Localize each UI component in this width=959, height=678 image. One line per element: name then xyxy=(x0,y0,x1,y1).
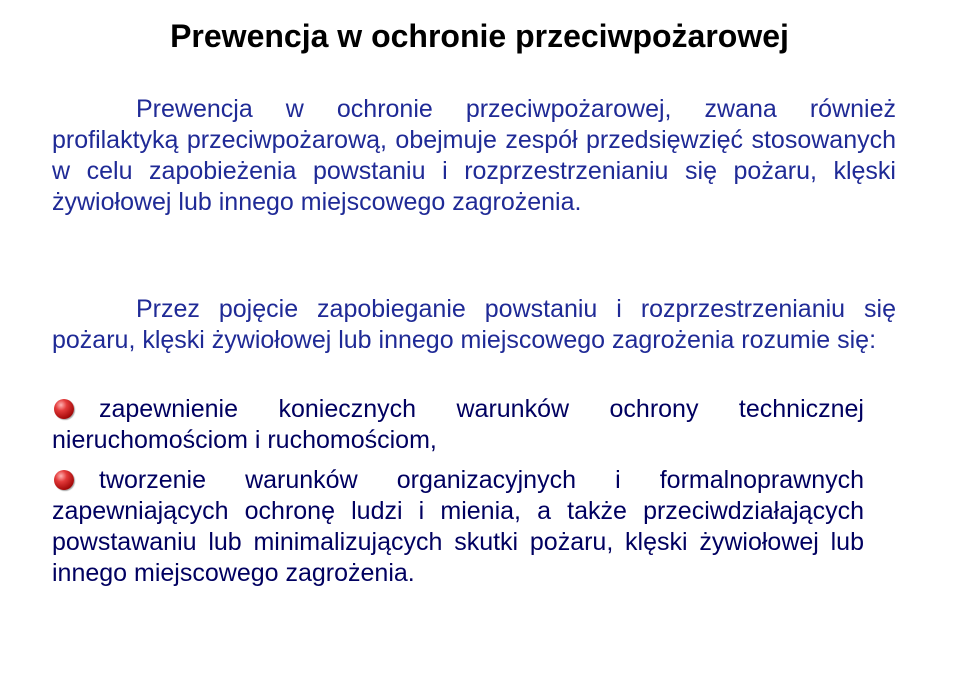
red-sphere-bullet-icon xyxy=(54,470,74,490)
bullet-list xyxy=(52,394,864,598)
intro-paragraph: Prewencja w ochronie przeciwpożarowej, zwana również profilaktyką przeciwpożarową, obejmuje zespół przedsięwzięć stosowanych w celu zapobieżenia powstaniu i rozprzestrzenianiu się pożaru, klęski żywiołowej lub innego miejscowego zagrożenia. xyxy=(52,95,896,216)
definition-paragraph: Przez pojęcie zapobieganie powstaniu i rozprzestrzenianiu się pożaru, klęski żywiołowej lub innego miejscowego zagrożenia rozumie się: xyxy=(52,295,896,354)
list-item xyxy=(52,465,864,589)
bullet-text: tworzenie warunków organizacyjnych i formalnoprawnych zapewniających ochronę ludzi i mienia, a także przeciwdziałających powstawaniu lub minimalizujących skutki pożaru, klęski żywiołowej lub innego miejscowego zagrożenia. xyxy=(52,466,864,587)
bullet-text: zapewnienie koniecznych warunków ochrony technicznej nieruchomościom i ruchomościom, xyxy=(52,395,864,454)
red-sphere-bullet-icon xyxy=(54,399,74,419)
list-item xyxy=(52,394,864,456)
slide-title: Prewencja w ochronie przeciwpożarowej xyxy=(170,18,789,54)
